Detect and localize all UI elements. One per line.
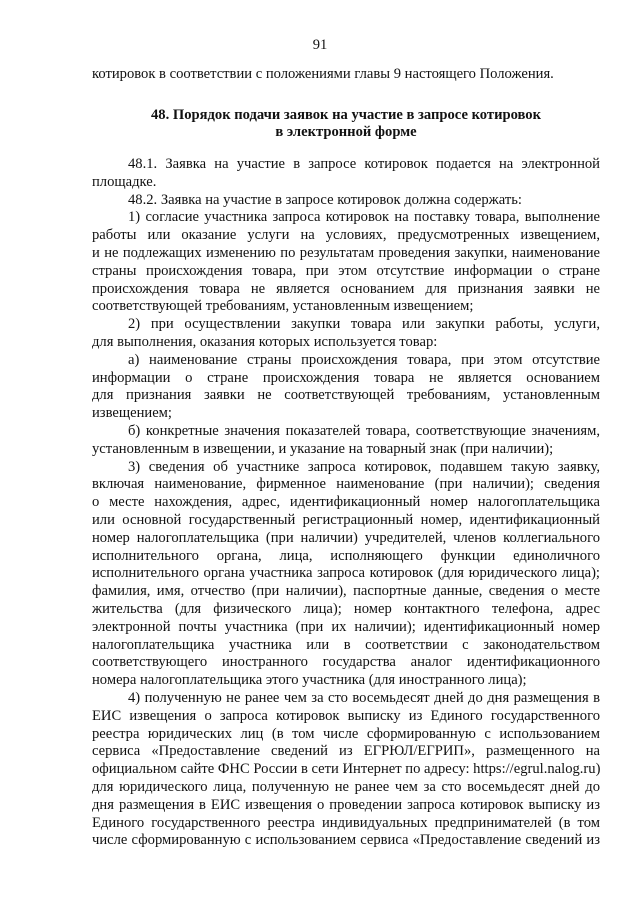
text-line: для выполнения, оказания которых используется товар: xyxy=(92,334,438,350)
text-line: установленным в извещении, и указание на товарный знак (при наличии); xyxy=(92,440,554,457)
text-line: фамилия, имя, отчество (при наличии), паспортные данные, сведения о месте xyxy=(92,583,600,600)
text-line: электронной почты участника (при их наличии); идентификационный номер xyxy=(92,618,600,635)
text-line: для юридического лица, полученную не ранее чем за сто восемьдесят дней до xyxy=(92,779,600,795)
text-line: сервиса «Предоставление сведений из ЕГРЮЛ/ЕГРИП», размещенного на xyxy=(92,743,600,760)
text-line: 2) при осуществлении закупки товара или закупки работы, услуги, xyxy=(128,316,600,333)
text-line: б) конкретные значения показателей товара, соответствующие значениям, xyxy=(128,423,600,439)
text-line: номер налогоплательщика (при наличии) учредителей, членов коллегиального xyxy=(92,529,600,546)
text-line: налогоплательщика участника или в соответствии с законодательством xyxy=(92,636,600,653)
text-line: извещением; xyxy=(92,405,172,422)
text-line: дня размещения в ЕИС извещения о проведении запроса котировок выписку из xyxy=(92,796,600,813)
text-line: работы или оказание услуги на условиях, предусмотренных извещением, xyxy=(92,227,600,244)
text-line: ЕИС извещения о запроса котировок выписку из Единого государственного xyxy=(92,707,600,724)
text-line: включая наименование, фирменное наименование (при наличии); сведения xyxy=(92,476,600,493)
text-line: соответствующей требованиям, установленным извещением; xyxy=(92,298,474,315)
text-line: о месте нахождения, адрес, идентификационный номер налогоплательщика xyxy=(92,494,600,511)
text-line: и не подлежащих изменению по результатам проведения закупки, наименование xyxy=(92,245,600,261)
text-line: 4) полученную не ранее чем за сто восемьдесят дней до дня размещения в xyxy=(128,690,600,706)
text-line: числе сформированную с использованием сервиса «Предоставление сведений из xyxy=(92,832,600,849)
section-heading-line-1: 48. Порядок подачи заявок на участие в запросе котировок xyxy=(150,107,542,123)
text-line: площадке. xyxy=(92,173,157,190)
text-line: реестра юридических лиц (в том числе сформированную с использованием xyxy=(92,725,600,742)
text-line: информации о стране происхождения товара не является основанием xyxy=(92,369,600,386)
text-line: 48.1. Заявка на участие в запросе котировок подается на электронной xyxy=(128,156,600,172)
text-line: жительства (для физического лица); номер контактного телефона, адрес xyxy=(92,601,600,617)
text-line: номера налогоплательщика этого участника (для иностранного лица); xyxy=(92,672,527,689)
continuation-line: котировок в соответствии с положениями главы 9 настоящего Положения. xyxy=(92,66,554,82)
text-line: происхождения товара не является основанием для признания заявки не xyxy=(92,280,600,297)
text-line: официальном сайте ФНС России в сети Интернет по адресу: https://egrul.nalog.ru) xyxy=(92,761,601,778)
text-line: исполнительного органа, лица, исполняющего функции единоличного xyxy=(92,547,600,564)
text-line: страны происхождения товара, при этом отсутствие информации о стране xyxy=(92,262,600,279)
text-line: 48.2. Заявка на участие в запросе котировок должна содержать: xyxy=(128,191,522,208)
text-line: для признания заявки не соответствующей требованиям, установленным xyxy=(92,387,600,404)
text-line: соответствующего иностранного государства аналог идентификационного xyxy=(92,654,600,671)
text-line: или основной государственный регистрационный номер, идентификационный xyxy=(92,512,600,528)
page-number: 91 xyxy=(312,37,328,53)
text-line: Единого государственного реестра индивидуальных предпринимателей (в том xyxy=(92,814,600,831)
text-line: исполнительного органа участника запроса котировок (для юридического лица); xyxy=(92,565,600,582)
text-line: 1) согласие участника запроса котировок на поставку товара, выполнение xyxy=(128,209,600,226)
text-line: 3) сведения об участнике запроса котировок, подавшем такую заявку, xyxy=(128,458,600,475)
text-line: а) наименование страны происхождения товара, при этом отсутствие xyxy=(128,351,600,368)
section-heading-line-2: в электронной форме xyxy=(275,124,417,140)
